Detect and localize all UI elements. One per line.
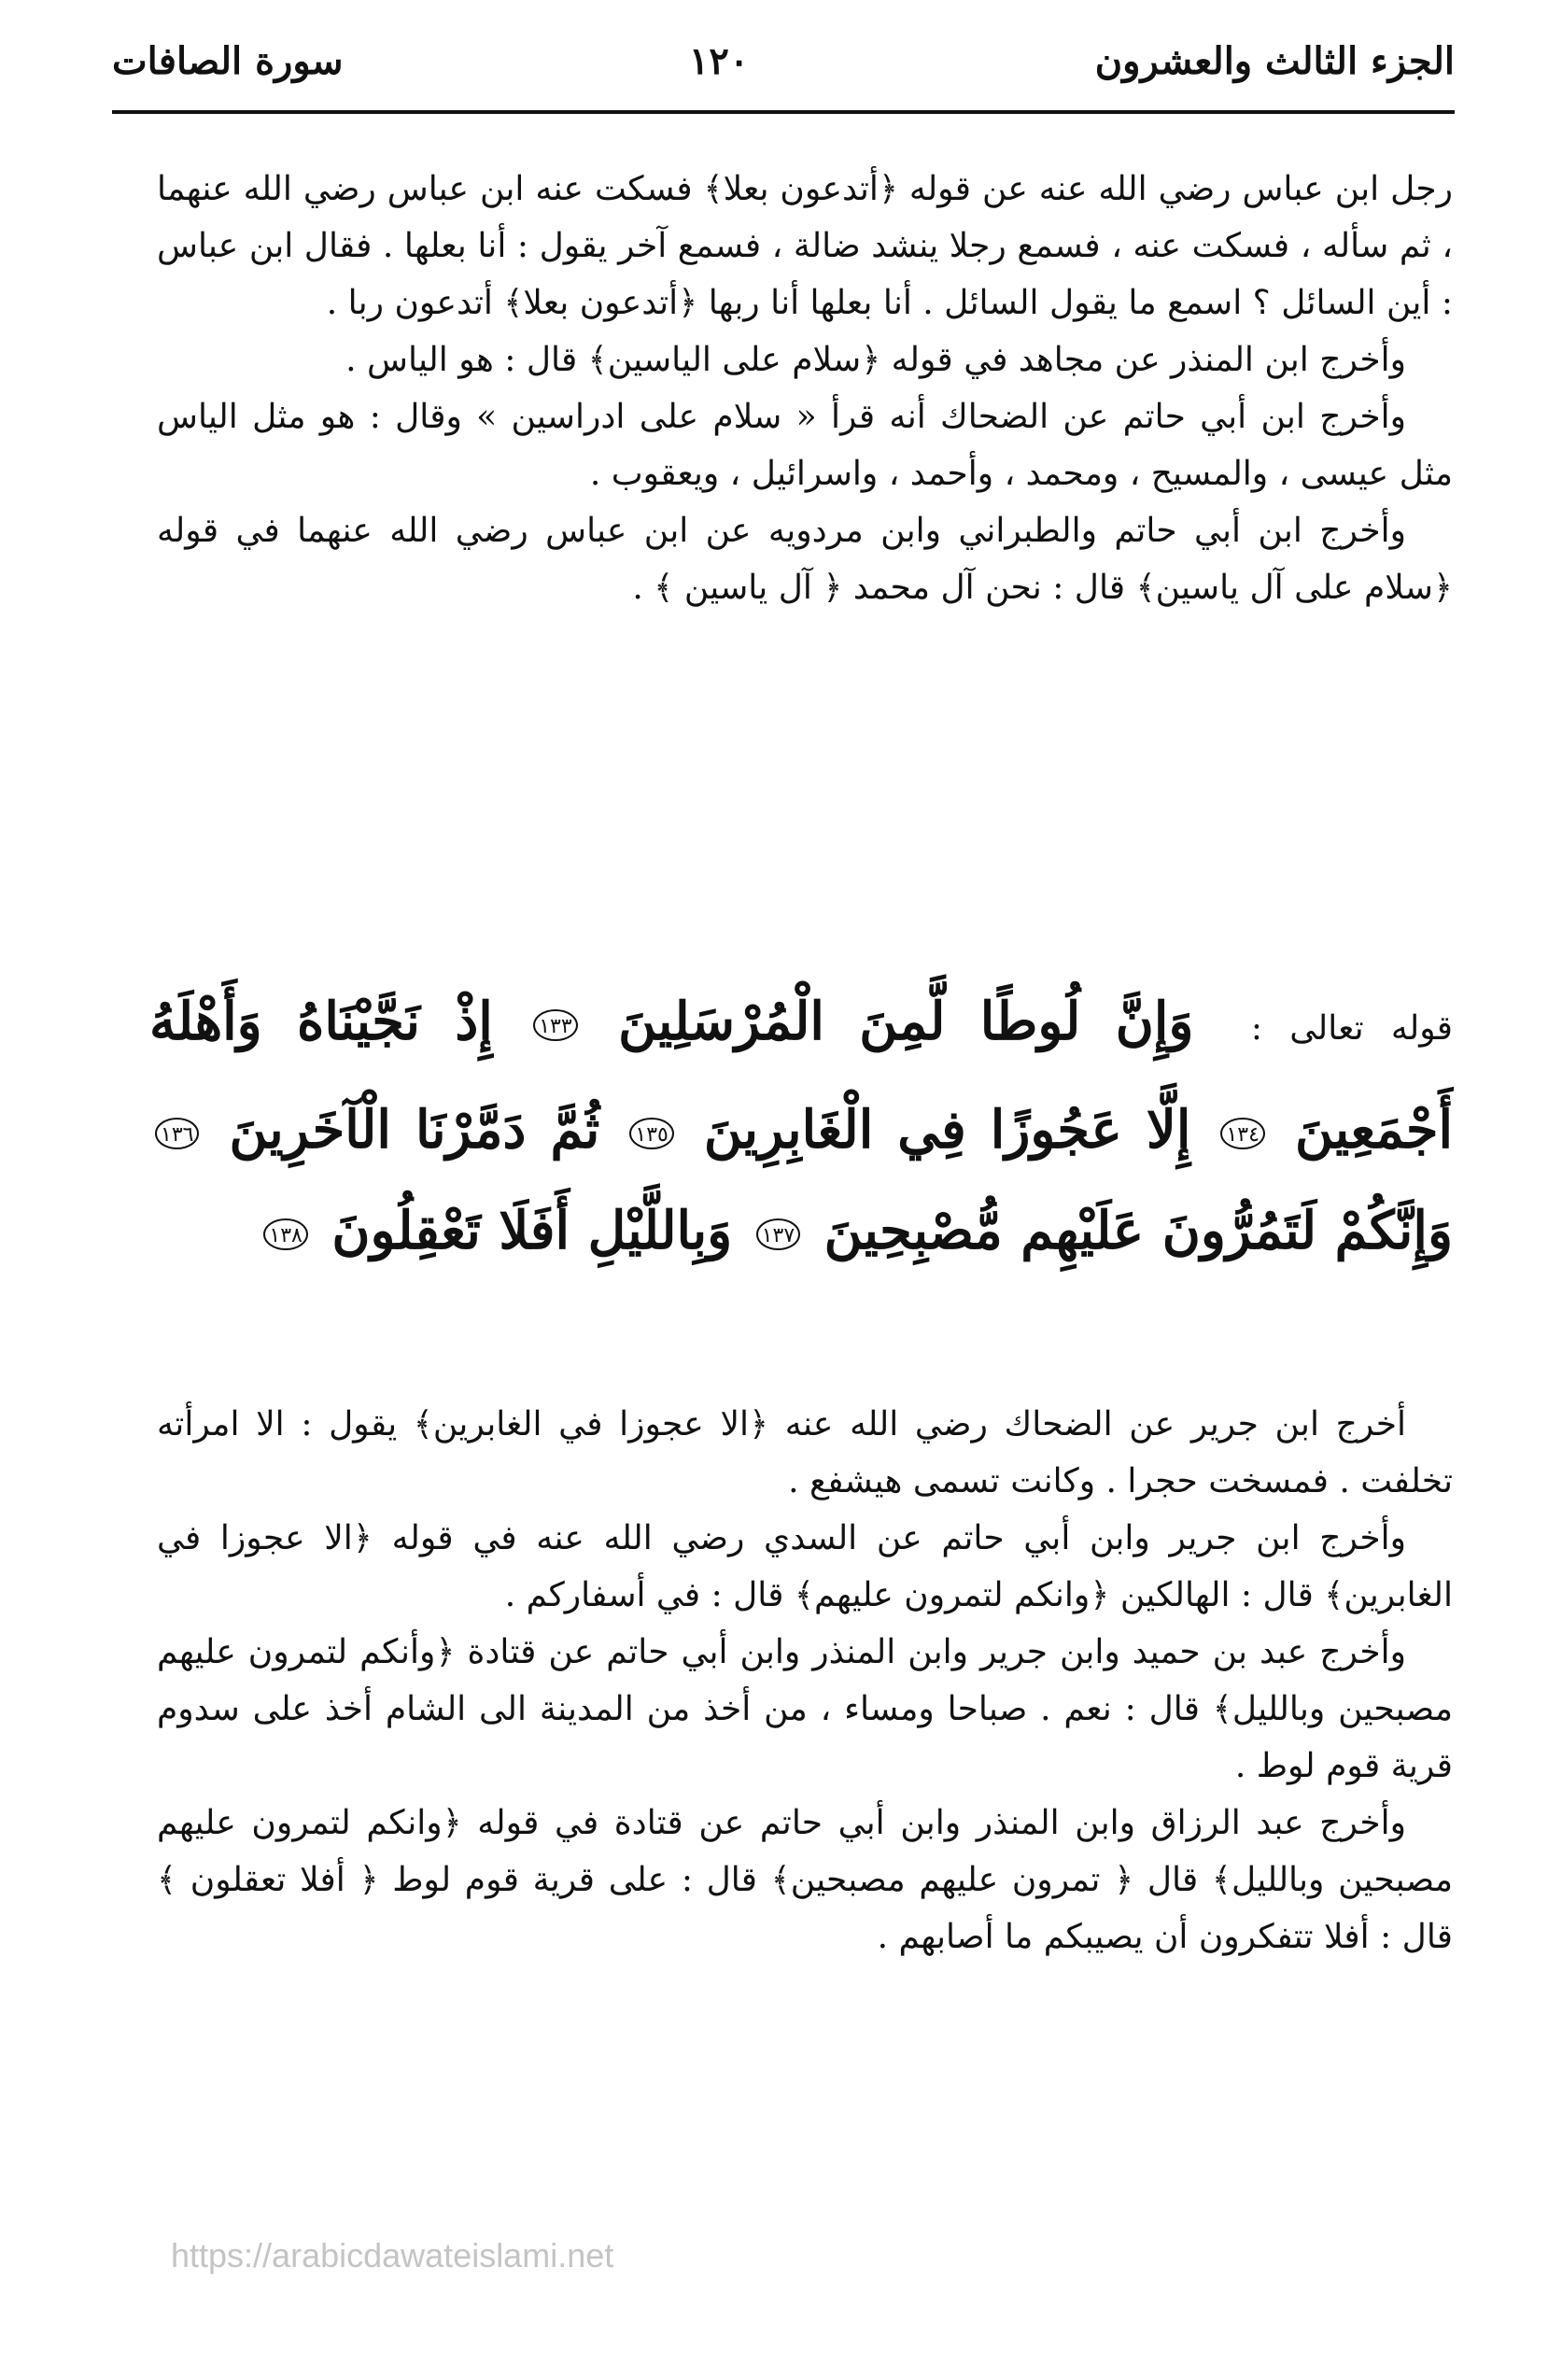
verse-intro: قوله تعالى :: [1250, 1009, 1454, 1048]
ayah-number-marker: ١٣٣: [533, 1009, 577, 1041]
site-watermark: https://arabicdawateislami.net: [171, 2236, 614, 2274]
quran-verse-block: [149, 971, 1453, 1281]
juz-title: الجزء الثالث والعشرون: [1094, 38, 1455, 83]
commentary-paragraph: وأخرج عبد بن حميد وابن جرير وابن المنذر وابن أبي حاتم عن قتادة ﴿وأنكم لتمرون عليهم مصبحين وبالليل﴾ قال : نعم . صباحا ومساء ، من أخذ من المدينة الى الشام أخذ على سدوم قرية قوم لوط .: [157, 1633, 1453, 1785]
commentary-paragraph: أخرج ابن جرير عن الضحاك رضي الله عنه ﴿الا عجوزا في الغابرين﴾ يقول : الا امرأته تخلفت . فمسخت حجرا . وكانت تسمى هيشفع .: [157, 1405, 1453, 1500]
ayah-number-marker: ١٣٨: [263, 1218, 307, 1250]
verse-text: إِلَّا عَجُوزًا فِي الْغَابِرِينَ: [703, 1099, 1191, 1161]
commentary-paragraph: وأخرج ابن أبي حاتم عن الضحاك أنه قرأ « سلام على ادراسين » وقال : هو مثل الياس مثل عيسى ، والمسيح ، ومحمد ، وأحمد ، واسرائيل ، ويعقوب .: [157, 398, 1453, 493]
commentary-paragraph: رجل ابن عباس رضي الله عنه عن قوله ﴿أتدعون بعلا﴾ فسكت عنه ابن عباس رضي الله عنهما ، ثم سأله ، فسكت عنه ، فسمع رجلا ينشد ضالة ، فسمع آخر يقول : أنا بعلها . فقال ابن عباس : أين السائل ؟ اسمع ما يقول السائل . أنا بعلها أنا ربها ﴿أتدعون بعلا﴾ أتدعون ربا .: [157, 170, 1453, 322]
verse-text: إِذْ نَجَّيْنَاهُ وَأَهْلَهُ أَجْمَعِينَ: [149, 991, 1454, 1161]
verse-text: ثُمَّ دَمَّرْنَا الْآخَرِينَ: [229, 1099, 600, 1161]
verse-text: وَإِنَّكُمْ لَتَمُرُّونَ عَلَيْهِم مُّصْبِحِينَ: [823, 1200, 1453, 1261]
verse-text: وَبِاللَّيْلِ أَفَلَا تَعْقِلُونَ: [331, 1200, 733, 1261]
ayah-number-marker: ١٣٦: [155, 1118, 199, 1149]
surah-title: سورة الصافات: [112, 38, 344, 83]
commentary-section-2: [157, 1396, 1453, 1965]
ayah-number-marker: ١٣٤: [1220, 1118, 1264, 1149]
verse-text: وَإِنَّ لُوطًا لَّمِنَ الْمُرْسَلِينَ: [618, 991, 1194, 1052]
header-divider: [112, 110, 1455, 114]
ayah-number-marker: ١٣٥: [629, 1118, 673, 1149]
commentary-paragraph: وأخرج ابن أبي حاتم والطبراني وابن مردويه عن ابن عباس رضي الله عنهما في قوله ﴿سلام على آل ياسين﴾ قال : نحن آل محمد ﴿ آل ياسين ﴾ .: [157, 512, 1453, 607]
ayah-number-marker: ١٣٧: [756, 1218, 800, 1250]
commentary-paragraph: وأخرج ابن المنذر عن مجاهد في قوله ﴿سلام على الياسين﴾ قال : هو الياس .: [345, 341, 1406, 379]
commentary-paragraph: وأخرج ابن جرير وابن أبي حاتم عن السدي رضي الله عنه في قوله ﴿الا عجوزا في الغابرين﴾ قال : الهالكين ﴿وانكم لتمرون عليهم﴾ قال : في أسفاركم .: [157, 1519, 1453, 1614]
page-number: ١٢٠: [688, 38, 750, 83]
page-header: [112, 28, 1455, 93]
commentary-section-1: [157, 161, 1453, 616]
commentary-paragraph: وأخرج عبد الرزاق وابن المنذر وابن أبي حاتم عن قتادة في قوله ﴿وانكم لتمرون عليهم مصبحين وبالليل﴾ قال ﴿ تمرون عليهم مصبحين﴾ قال : على قرية قوم لوط ﴿ أفلا تعقلون ﴾ قال : أفلا تتفكرون أن يصيبكم ما أصابهم .: [157, 1804, 1453, 1956]
